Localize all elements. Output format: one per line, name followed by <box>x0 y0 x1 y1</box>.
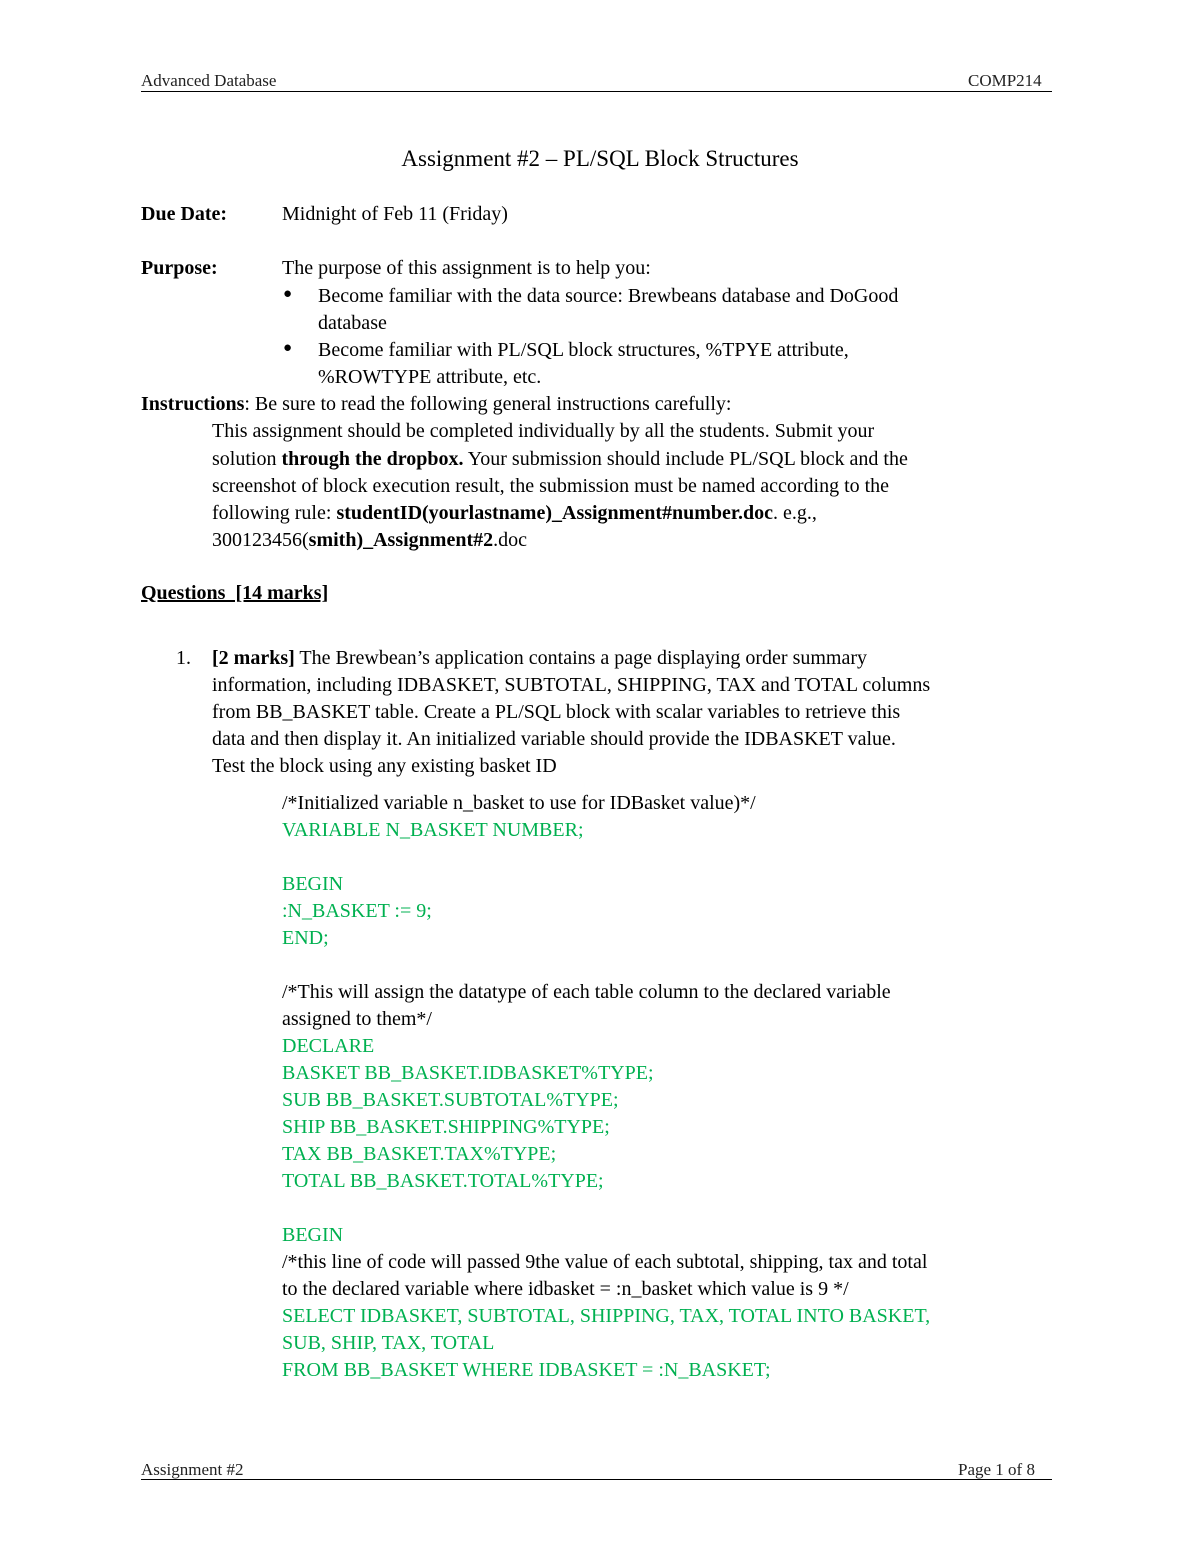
due-date-value: Midnight of Feb 11 (Friday) <box>282 203 508 225</box>
code-line: VARIABLE N_BASKET NUMBER; <box>282 819 584 841</box>
code-comment-line: /*This will assign the datatype of each table column to the declared variable <box>282 981 891 1003</box>
instructions-line-5 <box>212 527 527 554</box>
purpose-bullet-2-line-2: %ROWTYPE attribute, etc. <box>318 366 542 388</box>
code-blank-line <box>282 1195 930 1222</box>
code-line: SELECT IDBASKET, SUBTOTAL, SHIPPING, TAX, TOTAL INTO BASKET, <box>282 1305 931 1327</box>
code-blank-line <box>282 952 930 979</box>
code-comment-line: /*Initialized variable n_basket to use for IDBasket value)*/ <box>282 792 756 814</box>
q1-line-4: data and then display it. An initialized variable should provide the IDBASKET value. <box>212 728 896 750</box>
code-line: SHIP BB_BASKET.SHIPPING%TYPE; <box>282 1116 610 1138</box>
purpose-bullet-1-line-1: Become familiar with the data source: Brewbeans database and DoGood <box>318 285 899 307</box>
purpose-label: Purpose: <box>141 257 218 279</box>
due-date-label: Due Date: <box>141 203 228 225</box>
bullet-icon: ● <box>283 286 293 302</box>
bullet-icon: ● <box>283 340 293 356</box>
footer-left: Assignment #2 <box>141 1460 244 1479</box>
code-block <box>282 790 930 1384</box>
code-comment-line: /*this line of code will passed 9the value of each subtotal, shipping, tax and total <box>282 1251 928 1273</box>
code-line: :N_BASKET := 9; <box>282 900 432 922</box>
q1-line-1-text: The Brewbean’s application contains a page displaying order summary <box>294 647 868 669</box>
code-line: BASKET BB_BASKET.IDBASKET%TYPE; <box>282 1062 654 1084</box>
instructions-label: Instructions <box>141 393 245 415</box>
header-rule <box>141 91 1052 92</box>
example-suffix: .doc <box>493 529 528 551</box>
code-line: TAX BB_BASKET.TAX%TYPE; <box>282 1143 557 1165</box>
code-line: SUB, SHIP, TAX, TOTAL <box>282 1332 495 1354</box>
code-blank-line <box>282 844 930 871</box>
q1-line-3: from BB_BASKET table. Create a PL/SQL block with scalar variables to retrieve this <box>212 701 901 723</box>
code-line: FROM BB_BASKET WHERE IDBASKET = :N_BASKET; <box>282 1359 771 1381</box>
code-line: TOTAL BB_BASKET.TOTAL%TYPE; <box>282 1170 604 1192</box>
instructions-line-3: screenshot of block execution result, the submission must be named according to the <box>212 475 890 497</box>
instructions-lead: : Be sure to read the following general instructions carefully: <box>244 393 732 415</box>
instructions-line-4 <box>212 500 817 527</box>
instructions-line-2-c: Your submission should include PL/SQL block and the <box>463 448 908 470</box>
instructions-line-2 <box>212 446 908 473</box>
questions-heading: Questions [14 marks] <box>141 582 329 604</box>
dropbox-emphasis: through the dropbox. <box>281 448 464 470</box>
code-comment-line: assigned to them*/ <box>282 1008 432 1030</box>
example-prefix: 300123456( <box>212 529 309 551</box>
instructions-lead-line <box>141 391 731 418</box>
code-line: DECLARE <box>282 1035 375 1057</box>
purpose-bullet-2-line-1: Become familiar with PL/SQL block structures, %TPYE attribute, <box>318 339 849 361</box>
q1-marks: [2 marks] <box>212 647 295 669</box>
code-line: SUB BB_BASKET.SUBTOTAL%TYPE; <box>282 1089 619 1111</box>
code-comment-line: to the declared variable where idbasket = :n_basket which value is 9 */ <box>282 1278 849 1300</box>
q1-line-2: information, including IDBASKET, SUBTOTAL, SHIPPING, TAX and TOTAL columns <box>212 674 931 696</box>
instructions-line-4-c: . e.g., <box>772 502 817 524</box>
purpose-bullet-1-line-2: database <box>318 312 387 334</box>
naming-rule: studentID(yourlastname)_Assignment#number.doc <box>336 502 773 524</box>
header-left: Advanced Database <box>141 71 277 90</box>
page-title: Assignment #2 – PL/SQL Block Structures <box>401 146 799 171</box>
q1-line-5: Test the block using any existing basket ID <box>212 755 557 777</box>
example-bold: smith)_Assignment#2 <box>308 529 494 551</box>
code-line: END; <box>282 927 329 949</box>
q1-number: 1. <box>176 647 191 669</box>
instructions-line-1: This assignment should be completed individually by all the students. Submit your <box>212 420 875 442</box>
footer-rule <box>141 1479 1052 1480</box>
instructions-line-4-a: following rule: <box>212 502 337 524</box>
footer-right: Page 1 of 8 <box>958 1460 1035 1479</box>
purpose-intro: The purpose of this assignment is to help you: <box>282 257 651 279</box>
code-line: BEGIN <box>282 873 344 895</box>
q1-line-1 <box>212 645 867 672</box>
header-right: COMP214 <box>968 71 1042 90</box>
code-line: BEGIN <box>282 1224 344 1246</box>
instructions-line-2-a: solution <box>212 448 282 470</box>
